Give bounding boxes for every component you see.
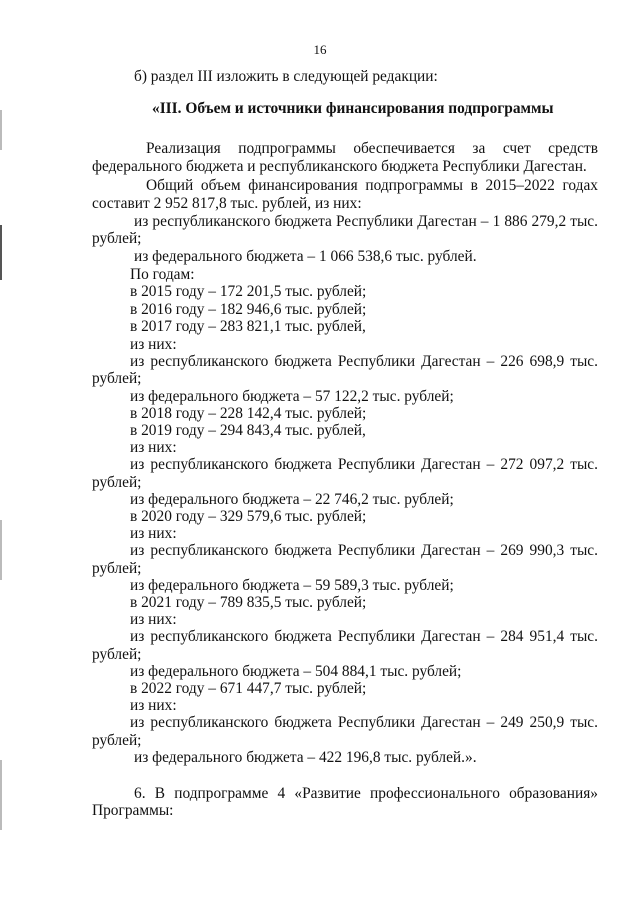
- text-line: федерального бюджета и республиканского бюджета Республики Дагестан.: [92, 158, 587, 175]
- text-line: из федерального бюджета – 422 196,8 тыс. рублей.».: [134, 749, 477, 766]
- text-line: из них:: [130, 336, 177, 353]
- text-line: Общий объем финансирования подпрограммы в 2015–2022 годах: [146, 177, 598, 194]
- text-line: 6. В подпрограмме 4 «Развитие профессионального образования»: [134, 785, 598, 802]
- text-line: из федерального бюджета – 504 884,1 тыс. рублей;: [130, 663, 462, 680]
- scan-edge-mark: [0, 225, 2, 280]
- text-line: из них:: [130, 439, 177, 456]
- text-line: из федерального бюджета – 22 746,2 тыс. рублей;: [130, 491, 454, 508]
- text-line: рублей;: [92, 230, 142, 247]
- text-line: Программы:: [92, 802, 174, 819]
- scan-edge-mark: [0, 520, 2, 580]
- text-line: в 2016 году – 182 946,6 тыс. рублей;: [130, 301, 367, 318]
- text-line: из республиканского бюджета Республики Дагестан – 269 990,3 тыс.: [130, 542, 598, 559]
- text-line: рублей;: [92, 560, 142, 577]
- text-line: в 2018 году – 228 142,4 тыс. рублей;: [130, 405, 367, 422]
- text-line: из республиканского бюджета Республики Дагестан – 284 951,4 тыс.: [130, 628, 598, 645]
- text-line: из республиканского бюджета Республики Дагестан – 1 886 279,2 тыс.: [134, 213, 598, 230]
- text-line: в 2015 году – 172 201,5 тыс. рублей;: [130, 283, 367, 300]
- text-line: составит 2 952 817,8 тыс. рублей, из них:: [92, 195, 362, 212]
- text-line: Реализация подпрограммы обеспечивается за счет средств: [146, 140, 598, 157]
- intro-line: б) раздел III изложить в следующей редакции:: [134, 68, 438, 85]
- text-line: из них:: [130, 525, 177, 542]
- text-line: в 2021 году – 789 835,5 тыс. рублей;: [130, 594, 367, 611]
- text-line: рублей;: [92, 732, 142, 749]
- text-line: в 2019 году – 294 843,4 тыс. рублей,: [130, 422, 366, 439]
- text-line: в 2022 году – 671 447,7 тыс. рублей;: [130, 680, 367, 697]
- scan-edge-mark: [0, 110, 2, 150]
- text-line: из федерального бюджета – 1 066 538,6 тыс. рублей.: [134, 248, 477, 265]
- text-line: По годам:: [130, 266, 195, 283]
- text-line: из федерального бюджета – 57 122,2 тыс. рублей;: [130, 388, 454, 405]
- scan-edge-mark: [0, 760, 2, 830]
- text-line: из республиканского бюджета Республики Дагестан – 249 250,9 тыс.: [130, 714, 598, 731]
- text-line: рублей;: [92, 370, 142, 387]
- text-line: из федерального бюджета – 59 589,3 тыс. рублей;: [130, 577, 454, 594]
- text-line: рублей;: [92, 646, 142, 663]
- text-line: из них:: [130, 697, 177, 714]
- text-line: из республиканского бюджета Республики Дагестан – 226 698,9 тыс.: [130, 353, 598, 370]
- text-line: в 2017 году – 283 821,1 тыс. рублей,: [130, 318, 366, 335]
- page-number: 16: [313, 42, 327, 57]
- section-heading: «III. Объем и источники финансирования подпрограммы: [152, 100, 554, 117]
- text-line: в 2020 году – 329 579,6 тыс. рублей;: [130, 508, 367, 525]
- text-line: рублей;: [92, 474, 142, 491]
- text-line: из них:: [130, 611, 177, 628]
- text-line: из республиканского бюджета Республики Дагестан – 272 097,2 тыс.: [130, 456, 598, 473]
